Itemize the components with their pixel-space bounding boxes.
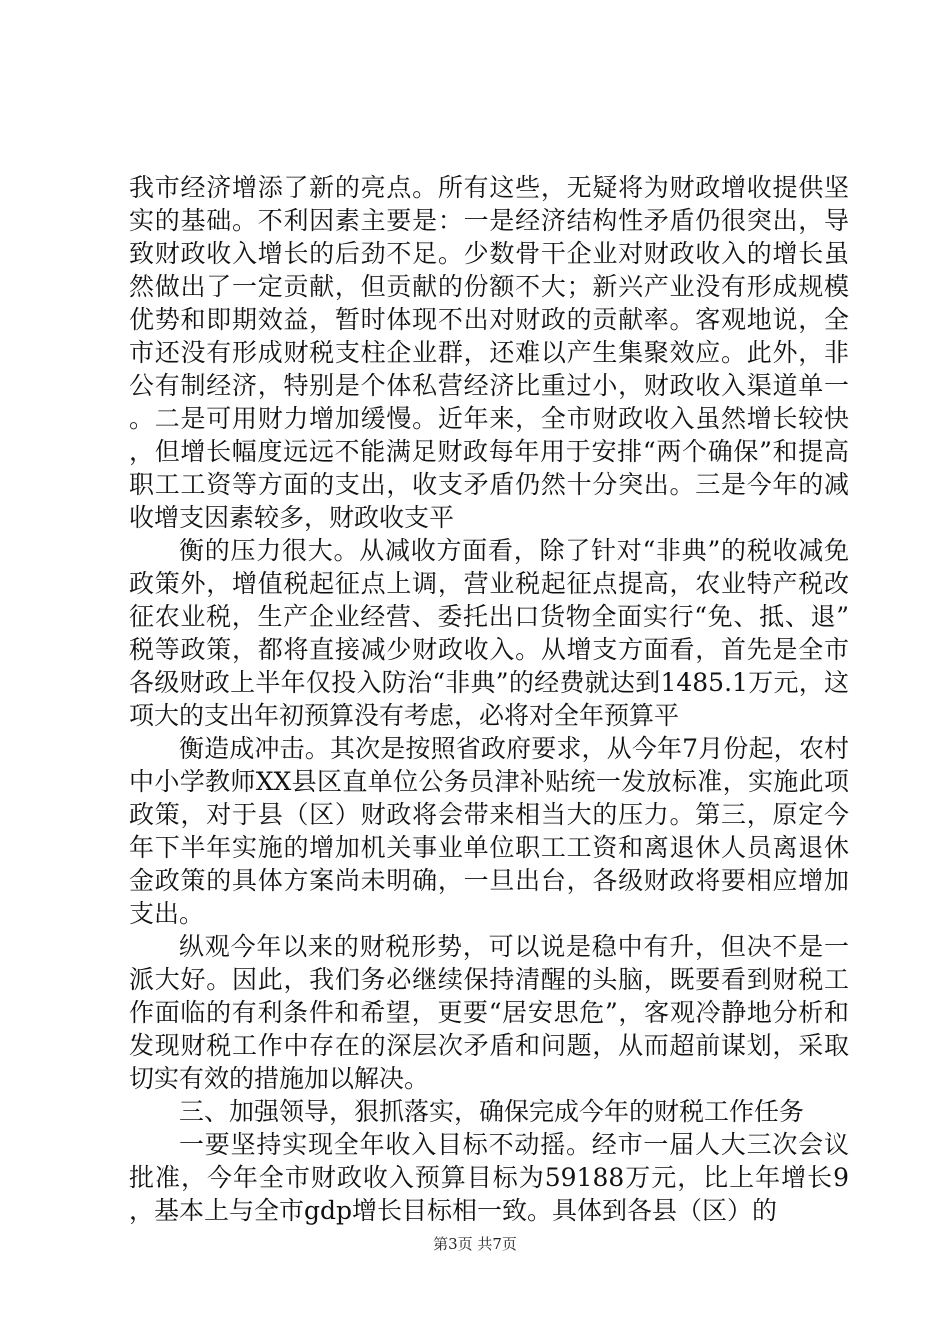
paragraph-1: 我市经济增添了新的亮点。所有这些，无疑将为财政增收提供坚实的基础。不利因素主要是：一是经济结构性矛盾仍很突出，导致财政收入增长的后劲不足。少数骨干企业对财政收入的增长虽然做出了一定贡献，但贡献的份额不大；新兴产业没有形成规模优势和即期效益，暂时体现不出对财政的贡献率。客观地说，全市还没有形成财税支柱企业群，还难以产生集聚效应。此外，非公有制经济，特别是个体私营经济比重过小，财政收入渠道单一。二是可用财力增加缓慢。近年来，全市财政收入虽然增长较快，但增长幅度远远不能满足财政每年用于安排“两个确保”和提高职工工资等方面的支出，收支矛盾仍然十分突出。三是今年的减收增支因素较多，财政收支平 (129, 173, 849, 532)
section-heading: 三、加强领导，狠抓落实，确保完成今年的财税工作任务 (179, 1097, 805, 1126)
paragraph-5: 一要坚持实现全年收入目标不动摇。经市一届人大三次会议批准，今年全市财政收入预算目标为59188万元，比上年增长9，基本上与全市gdp增长目标相一致。具体到各县（区）的 (129, 1130, 849, 1225)
paragraph-4: 纵观今年以来的财税形势，可以说是稳中有升，但决不是一派大好。因此，我们务必继续保持清醒的头脑，既要看到财税工作面临的有利条件和希望，更要“居安思危”，客观冷静地分析和发现财税工作中存在的深层次矛盾和问题，从而超前谋划，采取切实有效的措施加以解决。 (129, 932, 849, 1093)
paragraph-3: 衡造成冲击。其次是按照省政府要求，从今年7月份起，农村中小学教师XX县区直单位公务员津补贴统一发放标准，实施此项政策，对于县（区）财政将会带来相当大的压力。第三，原定今年下半年实施的增加机关事业单位职工工资和离退休人员离退休金政策的具体方案尚未明确，一旦出台，各级财政将要相应增加支出。 (129, 734, 849, 928)
paragraph-2: 衡的压力很大。从减收方面看，除了针对“非典”的税收减免政策外，增值税起征点上调，营业税起征点提高，农业特产税改征农业税，生产企业经营、委托出口货物全面实行“免、抵、退”税等政策，都将直接减少财政收入。从增支方面看，首先是全市各级财政上半年仅投入防治“非典”的经费就达到1485.1万元，这项大的支出年初预算没有考虑，必将对全年预算平 (129, 536, 849, 730)
page-number-footer: 第3页 共7页 (433, 1235, 517, 1253)
document-body (129, 171, 849, 1227)
